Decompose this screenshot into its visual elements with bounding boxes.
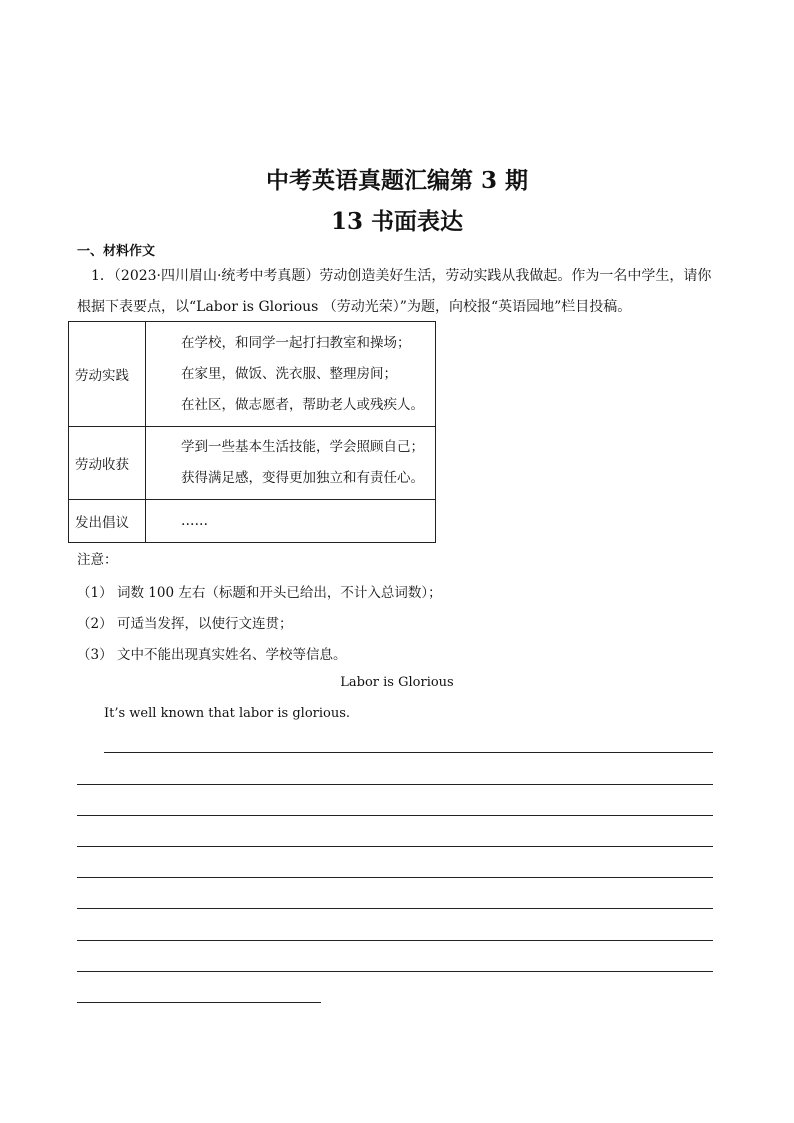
notes-heading: 注意： [77,552,118,568]
note-text: 文中不能出现真实姓名、学校等信息。 [117,647,347,663]
table-row [69,427,436,500]
note-item [77,581,442,601]
content-line: 在家里，做饭、洗衣服、整理房间； [181,365,397,382]
content-line: 在学校，和同学一起打扫教室和操场； [181,334,411,351]
writing-line[interactable] [77,908,713,909]
content-line: 在社区，做志愿者，帮助老人或残疾人。 [181,396,424,413]
row-label: 劳动实践 [69,322,146,427]
row-content [146,427,436,500]
note-number: （3） [77,647,113,663]
document-subtitle: 13 书面表达 [330,208,463,235]
writing-line[interactable] [77,877,713,878]
section-heading: 一、材料作文 [77,244,156,259]
writing-line[interactable] [77,940,713,941]
writing-line[interactable] [77,784,713,785]
essay-opening: It’s well known that labor is glorious. [104,706,351,721]
note-text: 可适当发挥，以使行文连贯； [117,616,293,632]
row-content [146,500,436,543]
note-item [77,643,347,663]
note-number: （1） [77,585,113,601]
row-label: 劳动收获 [69,427,146,500]
writing-line[interactable] [77,1002,321,1003]
document-title: 中考英语真题汇编第 3 期 [265,167,529,194]
writing-line[interactable] [77,815,713,816]
writing-line[interactable] [77,846,713,847]
content-line: 获得满足感，变得更加独立和有责任心。 [181,470,424,486]
question-text: 1．（2023·四川眉山·统考中考真题）劳动创造美好生活，劳动实践从我做起。作为一名中学生，请你根据下表要点，以“Labor is Glorious （劳动光荣）”为题，向校报“英语园地”栏目投稿。 [77,268,712,315]
essay-title: Labor is Glorious [340,675,454,690]
row-content [146,322,436,427]
table-row [69,322,436,427]
content-line: 学到一些基本生活技能，学会照顾自己； [181,439,424,455]
note-number: （2） [77,616,113,632]
note-text: 词数 100 左右（标题和开头已给出，不计入总词数）； [117,585,442,601]
writing-line[interactable] [104,752,713,753]
table-row [69,500,436,543]
note-item [77,612,293,632]
row-label: 发出倡议 [69,500,146,543]
requirements-table [68,321,436,543]
writing-line[interactable] [77,971,713,972]
content-line: …… [181,512,208,529]
